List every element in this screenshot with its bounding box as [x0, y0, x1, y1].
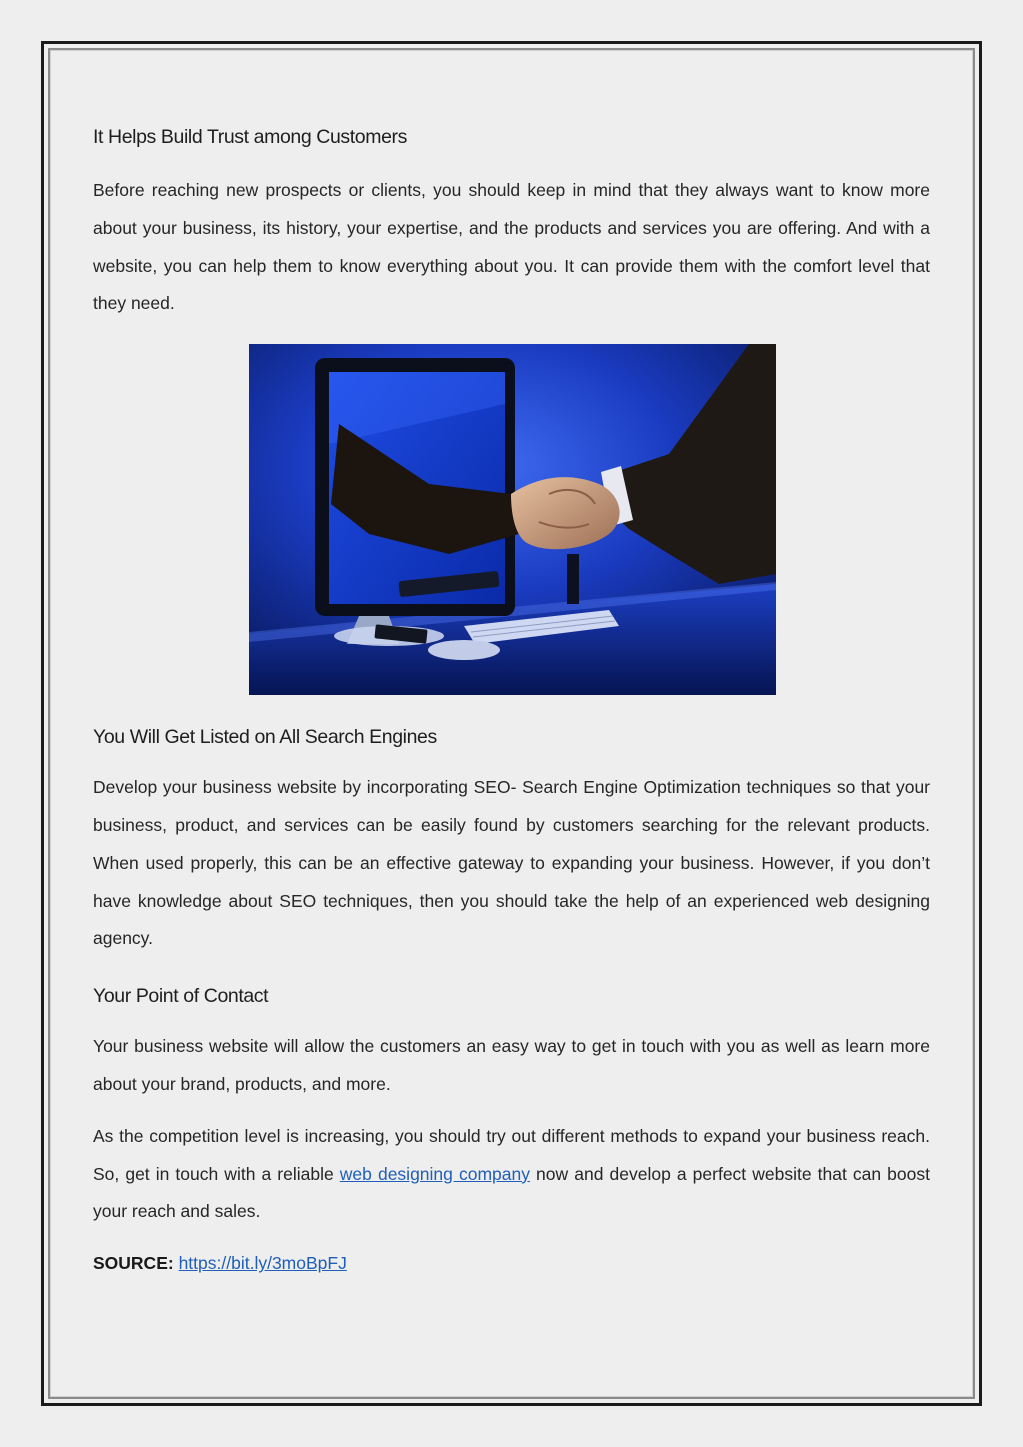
source-link[interactable]: https://bit.ly/3moBpFJ: [178, 1253, 347, 1274]
source-label: SOURCE:: [93, 1253, 174, 1274]
closing-text-before-link: As the competition level is increasing, you should try out different methods to expand your business reach. So, get in touch with a reliable: [93, 1125, 930, 1184]
section-paragraph-search-engines: Develop your business website by incorporating SEO- Search Engine Optimization techniques so that your business, product, and services can be easily found by customers searching for the relevant products. When used properly, this can be an effective gateway to expanding your business. However, if you don’t have knowledge about SEO techniques, then you should take the help of an experienced web designing agency.: [93, 777, 930, 949]
section-paragraph-point-of-contact: Your business website will allow the customers an easy way to get in touch with you as well as learn more about your brand, products, and more.: [93, 1036, 930, 1094]
document-content: [93, 120, 930, 1283]
section-heading-search-engines: You Will Get Listed on All Search Engines: [93, 726, 437, 749]
closing-paragraph: [93, 1118, 930, 1231]
section-heading-point-of-contact: Your Point of Contact: [93, 985, 269, 1008]
closing-text-after-link: now and develop a perfect website that can boost your reach and sales.: [93, 1163, 930, 1222]
web-designing-company-link[interactable]: web designing company: [339, 1163, 530, 1184]
section-heading-trust: It Helps Build Trust among Customers: [93, 126, 407, 148]
source-line: [93, 1245, 930, 1283]
handshake-monitor-image: [249, 344, 776, 695]
section-paragraph-trust: Before reaching new prospects or clients, you should keep in mind that they always want to know more about your business, its history, your expertise, and the products and services you are offering. And with a website, you can help them to know everything about you. It can provide them with the comfort level that they need.: [93, 180, 930, 314]
